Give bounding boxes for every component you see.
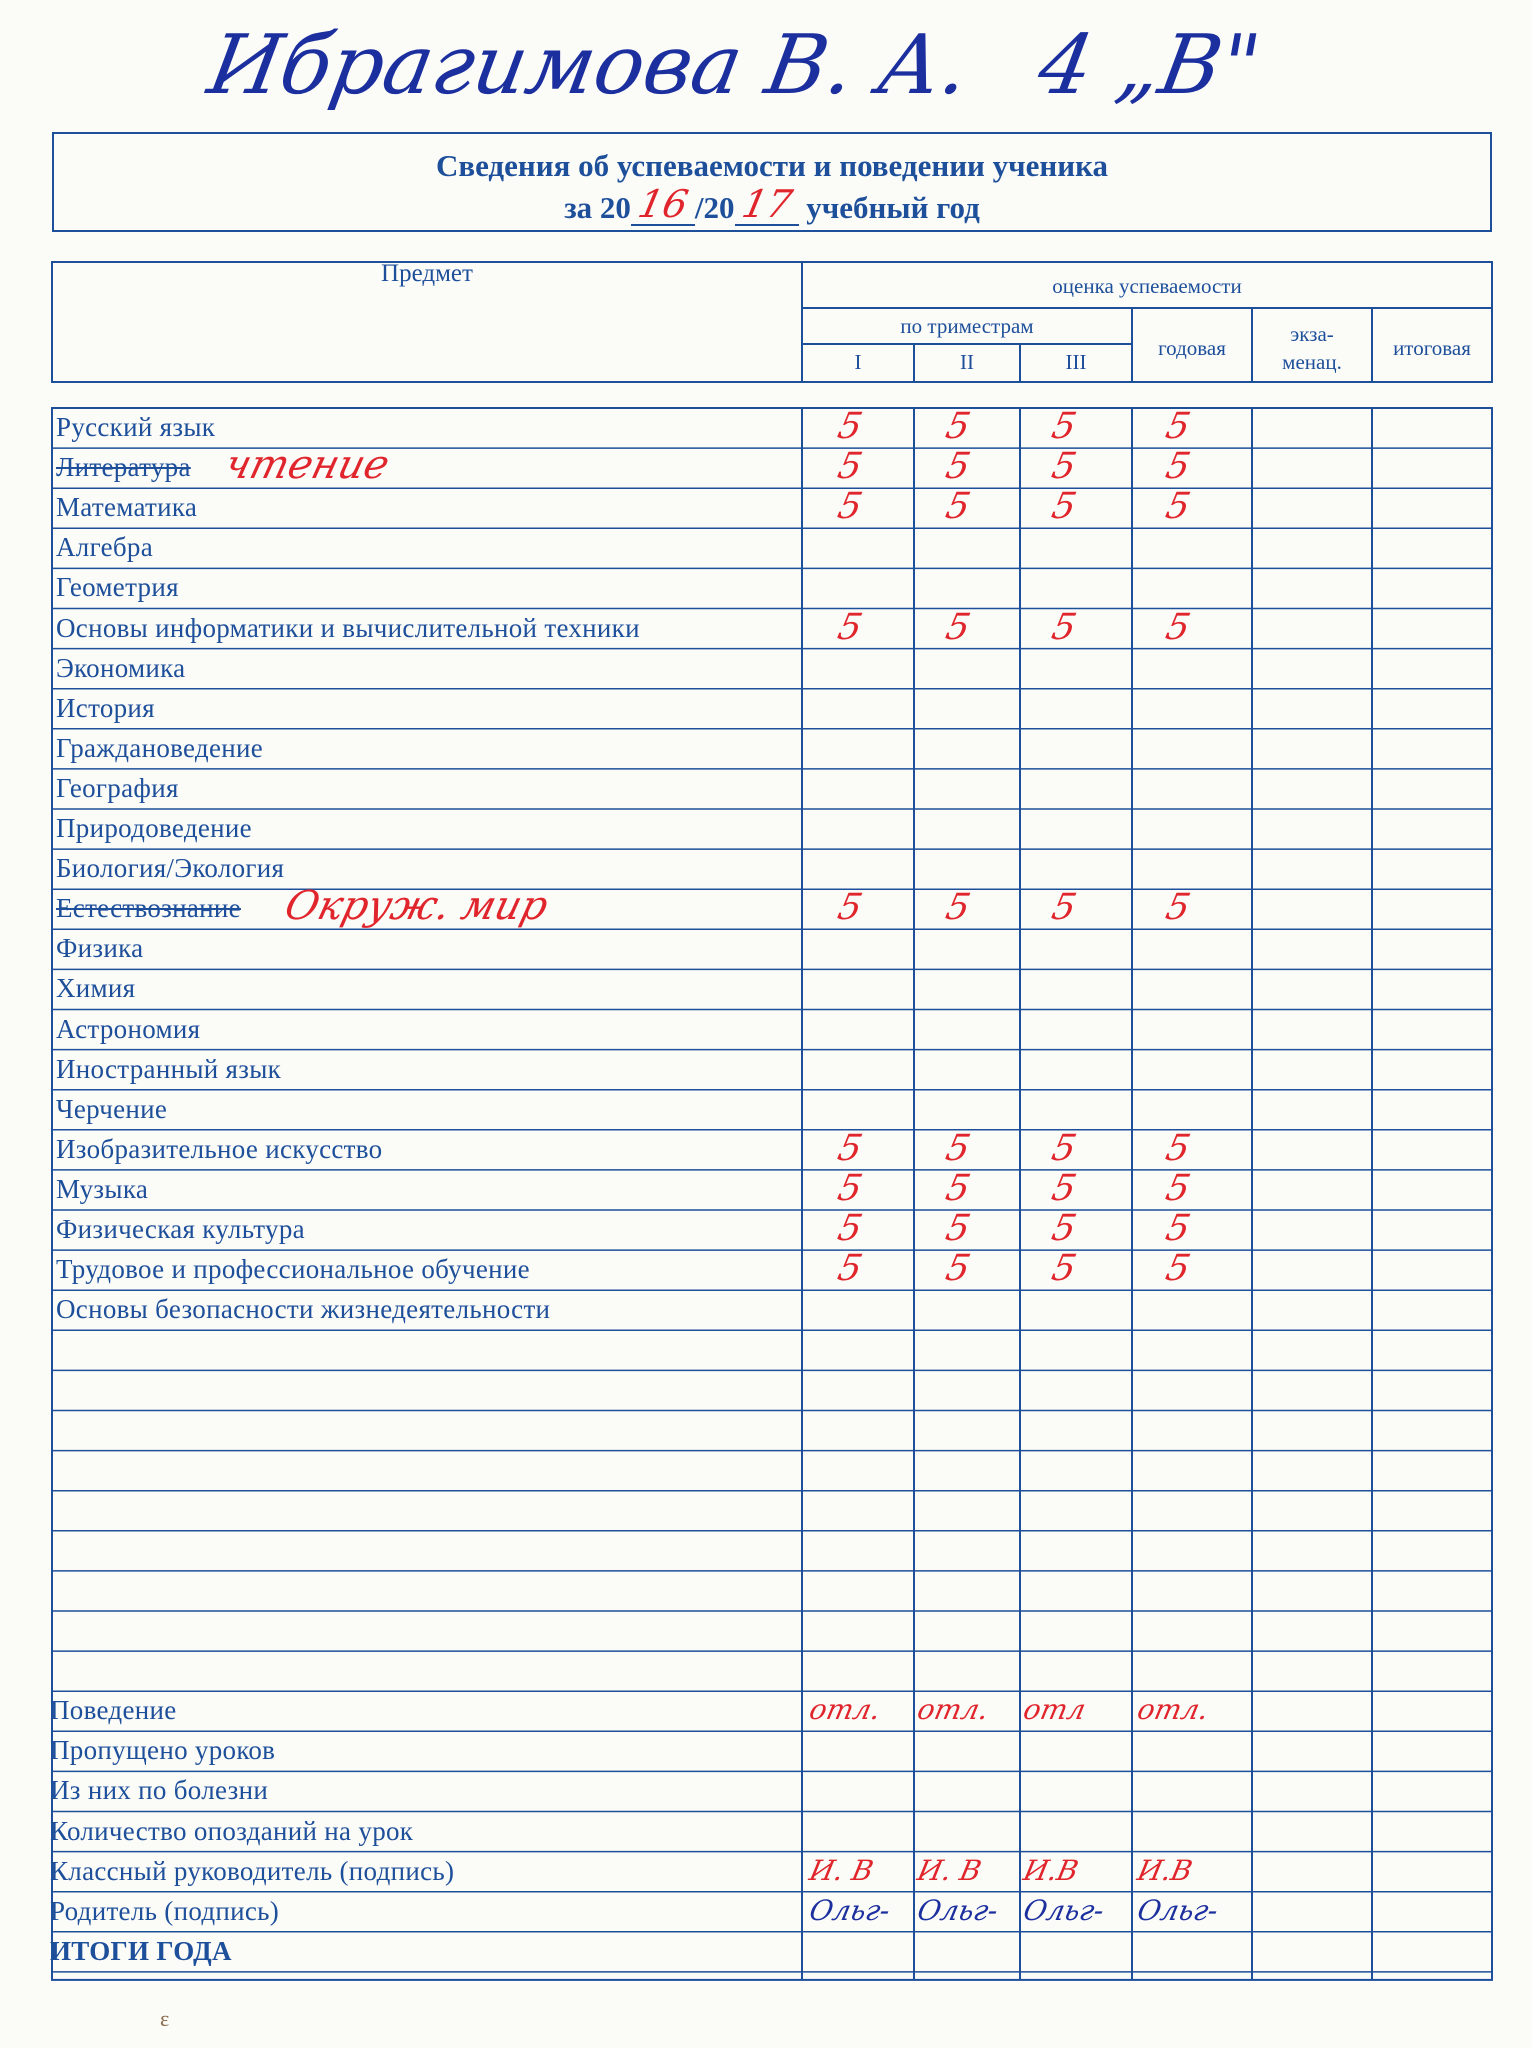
grade-mark: 5	[1048, 486, 1080, 528]
year-from: 16	[634, 182, 692, 226]
header-trimester-1: I	[854, 350, 862, 374]
summary-mark: И.В	[1134, 1853, 1196, 1887]
page-mark: ε	[160, 2006, 170, 2031]
grade-mark: 5	[1162, 887, 1194, 929]
subject-label: Алгебра	[56, 532, 153, 563]
subject-label: Биология/Экология	[56, 853, 285, 884]
subject-label: Основы безопасности жизнедеятельности	[56, 1294, 551, 1325]
summary-mark: Ольг-	[914, 1893, 1002, 1927]
subject-label: Геометрия	[56, 572, 179, 603]
subject-label: Литература	[56, 452, 191, 483]
subject-label: Математика	[56, 492, 198, 523]
grade-mark: 5	[834, 1248, 866, 1290]
grade-mark: 5	[1162, 446, 1194, 488]
header-assessment: оценка успеваемости	[1052, 274, 1242, 298]
subject-label: Астрономия	[56, 1013, 201, 1044]
grade-mark: 5	[1162, 1167, 1194, 1209]
summary-mark: И. В	[914, 1853, 985, 1887]
subject-label: Русский язык	[56, 412, 216, 442]
header-final: итоговая	[1393, 336, 1471, 360]
subject-correction-note: чтение	[220, 442, 395, 489]
subject-label: Естествознание	[56, 893, 241, 924]
grade-mark: 5	[1048, 1208, 1080, 1249]
summary-mark: И.В	[1020, 1853, 1082, 1887]
subject-label: Трудовое и профессиональное обучение	[56, 1254, 530, 1285]
header-trimester-2: II	[960, 350, 974, 374]
year-separator: /20	[694, 190, 735, 225]
subject-label: Экономика	[56, 652, 186, 683]
grade-mark: 5	[834, 446, 866, 488]
grade-mark: 5	[1048, 1127, 1080, 1169]
header-by-trimester: по триместрам	[900, 314, 1034, 338]
grade-mark: 5	[942, 1127, 974, 1169]
grade-mark: 5	[942, 1208, 974, 1249]
grade-mark: 5	[834, 486, 866, 528]
grade-mark: 5	[1048, 1167, 1080, 1209]
year-to: 17	[737, 182, 796, 226]
header-exam-line1: экза-	[1290, 322, 1334, 346]
grade-mark: 5	[1162, 1248, 1194, 1290]
grade-mark: 5	[942, 1248, 974, 1290]
grade-mark: 5	[1162, 486, 1194, 528]
summary-label: Классный руководитель (подпись)	[50, 1855, 455, 1886]
year-prefix: за 20	[564, 190, 631, 225]
grade-mark: 5	[1048, 406, 1080, 447]
grade-mark: 5	[1048, 606, 1080, 648]
grade-mark: 5	[942, 606, 974, 648]
subject-label: География	[56, 772, 179, 803]
subject-label: Черчение	[56, 1093, 168, 1124]
header-exam-line2: менац.	[1282, 350, 1342, 374]
grade-mark: 5	[942, 406, 974, 447]
subject-label: Физическая культура	[56, 1214, 305, 1244]
summary-label: Из них по болезни	[50, 1775, 269, 1806]
student-class: 4 „В"	[1031, 18, 1268, 113]
student-name: Ибрагимова В. А.	[201, 18, 977, 113]
year-suffix: учебный год	[806, 190, 980, 225]
grade-mark: 5	[834, 1127, 866, 1169]
summary-mark: Ольг-	[806, 1893, 894, 1927]
grade-mark: 5	[1048, 446, 1080, 488]
grade-mark: 5	[1162, 606, 1194, 648]
grade-mark: 5	[1162, 1208, 1194, 1249]
summary-label: Пропущено уроков	[50, 1735, 276, 1766]
summary-mark: Ольг-	[1020, 1893, 1108, 1927]
header-annual: годовая	[1158, 336, 1226, 360]
grade-mark: 5	[834, 606, 866, 648]
summary-mark: Ольг-	[1134, 1893, 1222, 1927]
subject-label: Граждановедение	[56, 732, 264, 763]
subject-label: Природоведение	[56, 813, 252, 843]
subject-label: История	[56, 692, 155, 723]
summary-mark: отл.	[1134, 1693, 1212, 1727]
grade-mark: 5	[942, 887, 974, 929]
subject-label: Музыка	[56, 1173, 149, 1204]
grade-mark: 5	[1162, 406, 1194, 447]
summary-label: ИТОГИ ГОДА	[50, 1935, 232, 1966]
grade-mark: 5	[1048, 1248, 1080, 1290]
summary-mark: отл.	[806, 1693, 884, 1727]
grade-mark: 5	[834, 887, 866, 929]
summary-mark: отл	[1020, 1693, 1089, 1727]
subject-label: Основы информатики и вычислительной техники	[56, 612, 640, 643]
grade-mark: 5	[834, 1167, 866, 1209]
summary-label: Поведение	[50, 1695, 177, 1726]
header-subject: Предмет	[381, 260, 473, 287]
subject-label: Химия	[56, 973, 136, 1004]
grade-mark: 5	[1162, 1127, 1194, 1169]
header-trimester-3: III	[1065, 350, 1087, 374]
grade-mark: 5	[834, 406, 866, 447]
summary-mark: И. В	[806, 1853, 877, 1887]
grade-mark: 5	[942, 486, 974, 528]
subject-label: Иностранный язык	[56, 1053, 282, 1084]
summary-label: Родитель (подпись)	[50, 1895, 280, 1926]
subject-label: Физика	[56, 933, 144, 964]
grade-mark: 5	[1048, 887, 1080, 929]
grade-mark: 5	[942, 446, 974, 488]
subject-correction-note: Окруж. мир	[280, 883, 553, 930]
summary-label: Количество опозданий на урок	[50, 1815, 414, 1846]
subject-label: Изобразительное искусство	[56, 1133, 383, 1164]
grade-mark: 5	[834, 1208, 866, 1249]
document-title: Сведения об успеваемости и поведении ученика	[435, 148, 1109, 183]
summary-mark: отл.	[914, 1693, 992, 1727]
grade-mark: 5	[942, 1167, 974, 1209]
